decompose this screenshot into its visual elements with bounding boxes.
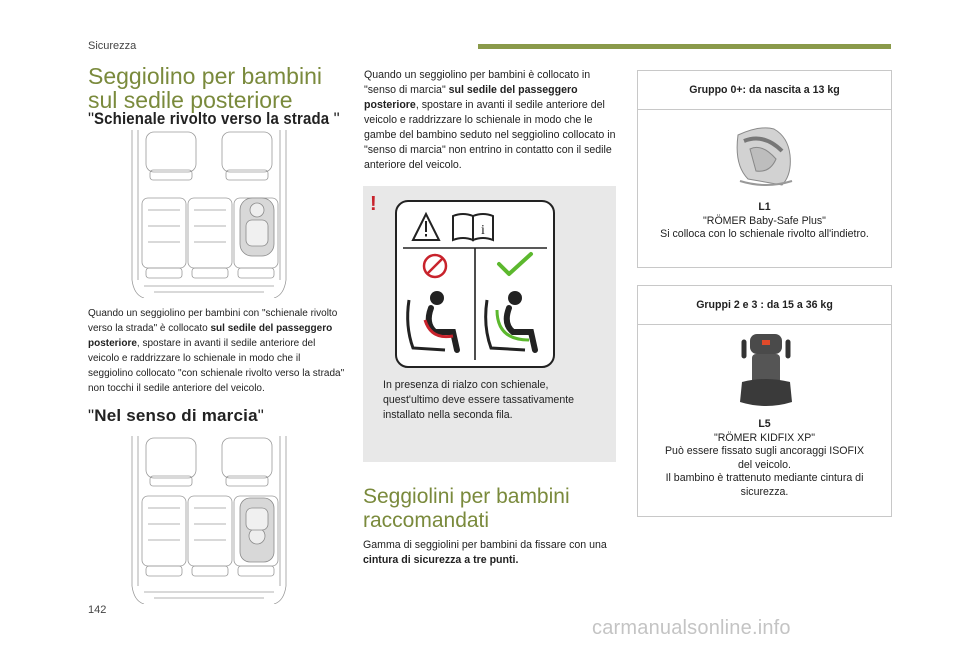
seat-note: Può essere fissato sugli ancoraggi ISOFIX: [664, 445, 865, 457]
seat-name: "RÖMER KIDFIX XP": [713, 431, 816, 444]
group-box-booster: [637, 285, 892, 517]
quote-close: ": [333, 109, 340, 128]
warning-mark-icon: !: [370, 193, 377, 215]
watermark: carmanualsonline.info: [592, 617, 791, 639]
quote-open: ": [88, 406, 95, 425]
quote-close: ": [257, 406, 264, 425]
header-bar: [478, 44, 891, 49]
para-text: Quando un seggiolino per bambini è collocato in "senso di marcia": [364, 69, 591, 96]
subheading-forward-text: Nel senso di marcia: [94, 406, 258, 425]
para-bold: cintura di sicurezza a tre punti.: [363, 554, 519, 566]
para-text: , spostare in avanti il sedile anteriore del veicolo e raddrizzare lo schienale in modo che le gambe del bambino seduto nel seggiolino collocato in "senso di marcia" non entrino in contatto con il sedile anteriore del veicolo.: [364, 99, 616, 171]
section-title-recommended: [363, 485, 623, 533]
warning-text: In presenza di rialzo con schienale, quest'ultimo deve essere tassativamente installato nella seconda fila.: [383, 379, 575, 421]
subheading-forward: [88, 406, 264, 426]
group-header: Gruppi 2 e 3 : da 15 a 36 kg: [638, 286, 891, 325]
quote-open: ": [88, 109, 95, 128]
para-text: Quando un seggiolino per bambini con "schienale rivolto verso la strada" è collocato: [88, 308, 338, 334]
page-title-line-2: sul sedile posteriore: [88, 87, 293, 113]
seat-code: L5: [758, 418, 771, 430]
para-text: , spostare in avanti il sedile anteriore del veicolo e raddrizzare lo schienale in modo che il seggiolino collocato "con schienale rivolto verso la strada" non tocchi il sedile anteriore del veicolo.: [88, 338, 345, 394]
paragraph-forward: [364, 68, 616, 173]
booster-seat-image: [738, 332, 794, 412]
seat-name: "RÖMER Baby-Safe Plus": [703, 214, 826, 227]
rear-facing-seat-diagram: [124, 130, 294, 298]
group-header: Gruppo 0+: da nascita a 13 kg: [638, 71, 891, 110]
paragraph-rear-facing: [88, 306, 346, 396]
page-number: 142: [88, 604, 107, 616]
seat-note: Il bambino è trattenuto mediante cintura di: [665, 472, 864, 484]
paragraph-recommended: [363, 538, 625, 568]
page-title: [88, 64, 348, 112]
seat-note: del veicolo.: [738, 458, 791, 471]
section-title-line-2: raccomandati: [363, 509, 490, 532]
group-box-infant: [637, 70, 892, 268]
subheading-rear-facing: [88, 109, 358, 129]
seat-note: sicurezza.: [740, 485, 789, 498]
seat-code: L1: [758, 201, 771, 213]
section-label: Sicurezza: [88, 40, 137, 52]
section-title-line-1: Seggiolini per bambini: [363, 485, 570, 508]
svg-text:i: i: [481, 223, 485, 238]
subheading-rear-facing-text: Schienale rivolto verso la strada: [94, 109, 330, 128]
warning-pictogram: [395, 200, 555, 368]
para-text: Gamma di seggiolini per bambini da fissare con una: [363, 539, 607, 551]
page-title-line-1: Seggiolino per bambini: [88, 63, 322, 89]
para-bold: sul sedile del passeggero posteriore: [364, 84, 578, 111]
seat-note: Si colloca con lo schienale rivolto all'indietro.: [660, 228, 869, 240]
infant-carrier-image: [730, 115, 800, 189]
forward-facing-seat-diagram: [124, 436, 294, 604]
para-bold: sul sedile del passeggero posteriore: [88, 323, 333, 349]
